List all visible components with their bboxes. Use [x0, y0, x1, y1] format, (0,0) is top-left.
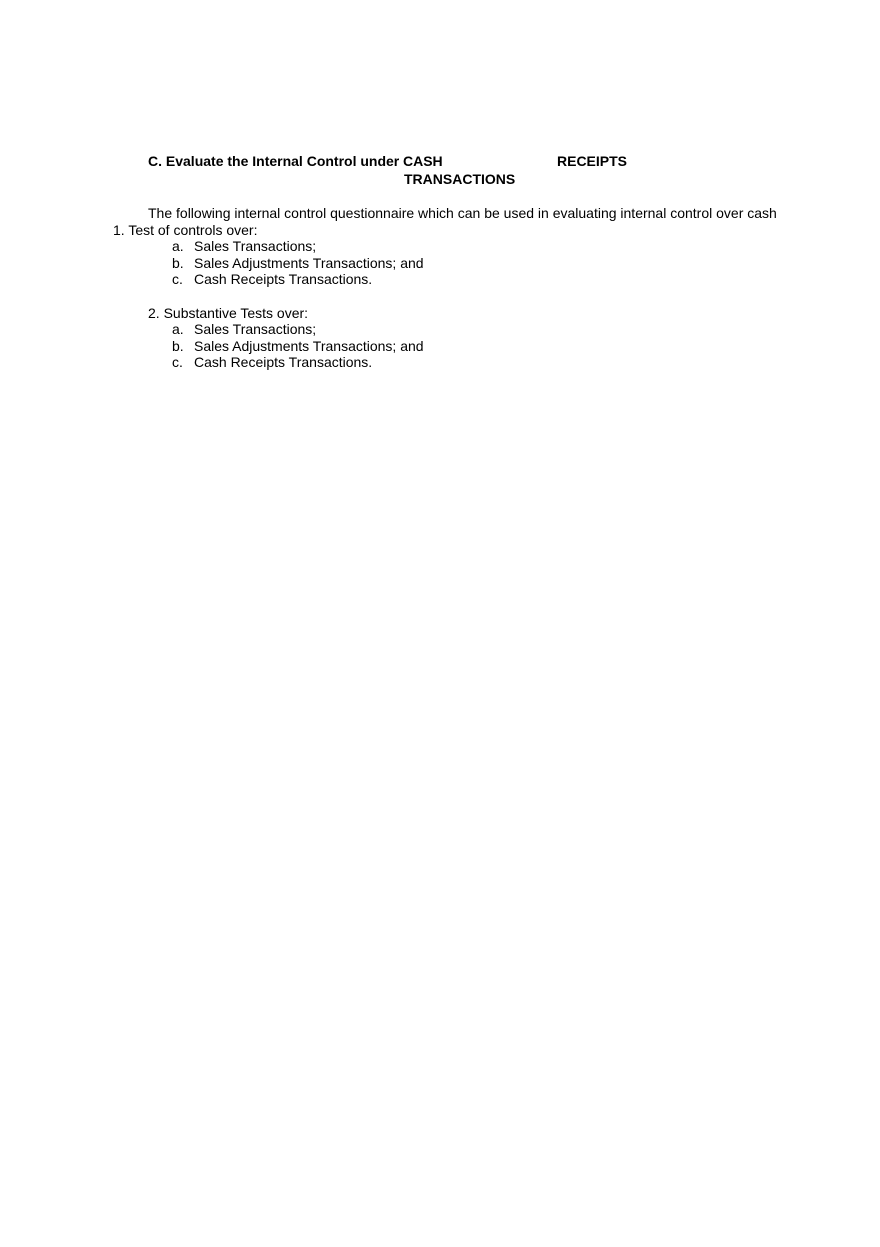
list-item	[172, 238, 424, 255]
section-2-list	[172, 321, 424, 371]
list-item	[172, 338, 424, 355]
list-item-text: Cash Receipts Transactions.	[194, 354, 373, 370]
list-item-marker: a.	[172, 238, 184, 254]
list-item	[172, 354, 424, 371]
section-heading	[148, 153, 648, 193]
section-1-title: 1. Test of controls over:	[113, 222, 258, 238]
list-item-text: Sales Adjustments Transactions; and	[194, 337, 424, 354]
list-item-text: Sales Transactions;	[194, 238, 317, 254]
list-item-marker: b.	[172, 254, 184, 271]
heading-prefix: C. Evaluate the Internal Control under	[148, 153, 400, 169]
list-item-text: Cash Receipts Transactions.	[194, 271, 373, 287]
list-item	[172, 271, 424, 288]
section-2-title: 2. Substantive Tests over:	[148, 305, 309, 321]
heading-word-cash: CASH	[403, 153, 443, 169]
list-item-text: Sales Adjustments Transactions; and	[194, 254, 424, 271]
list-item	[172, 321, 424, 338]
list-item-marker: a.	[172, 321, 184, 337]
section-1-list	[172, 238, 424, 288]
list-item-text: Sales Transactions;	[194, 321, 317, 337]
list-item-marker: c.	[172, 271, 183, 287]
intro-paragraph: The following internal control questionnaire which can be used in evaluating internal control over cash	[148, 205, 777, 221]
heading-word-transactions: TRANSACTIONS	[404, 171, 516, 187]
list-item-marker: c.	[172, 354, 183, 370]
list-item-marker: b.	[172, 337, 184, 354]
heading-word-receipts: RECEIPTS	[557, 153, 628, 169]
list-item	[172, 255, 424, 272]
